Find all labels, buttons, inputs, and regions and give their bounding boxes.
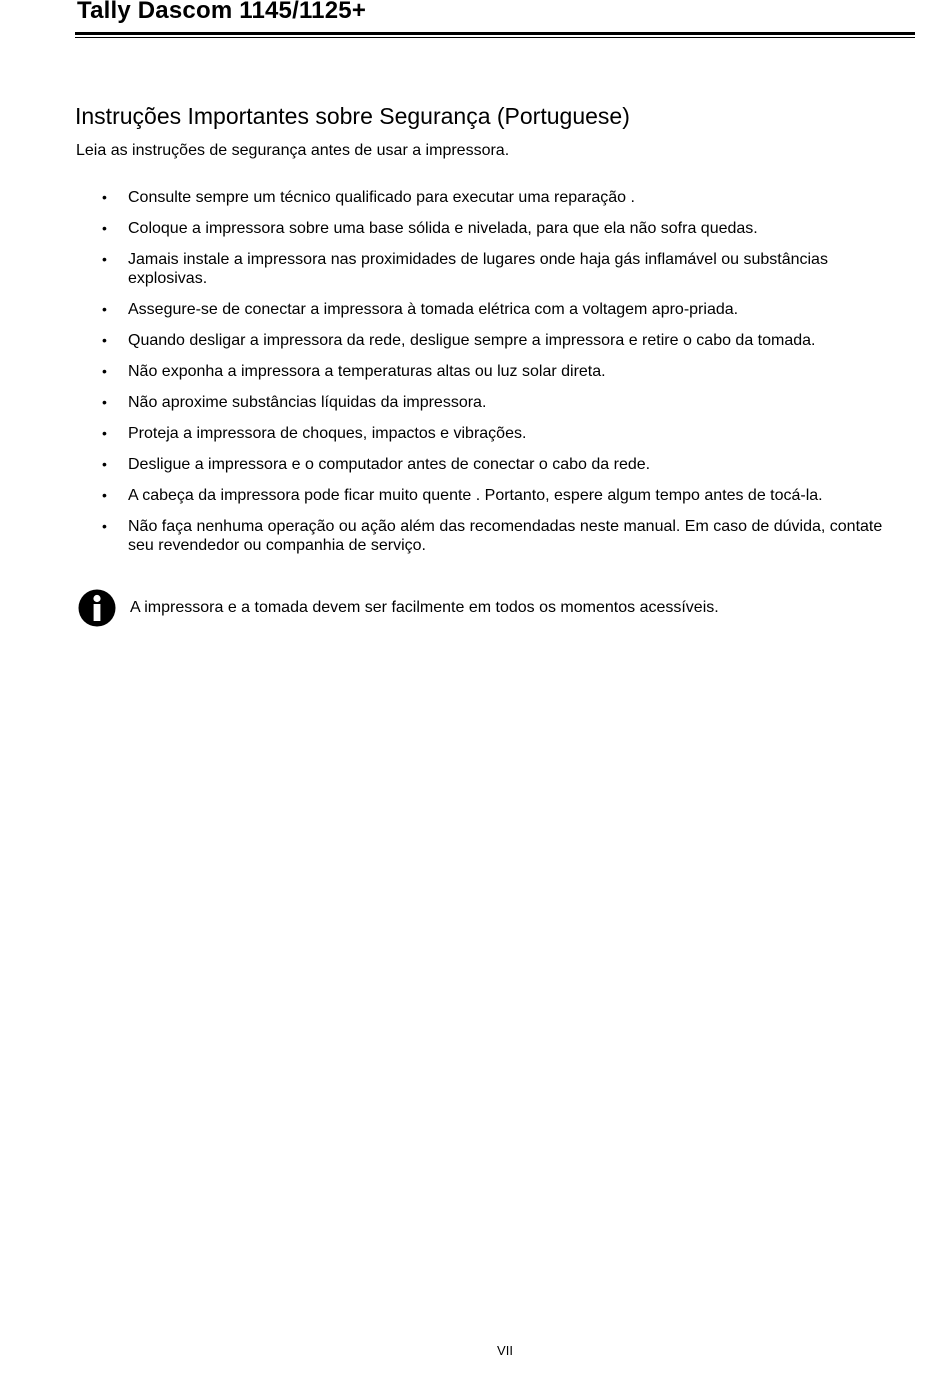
- bullet-icon: •: [102, 189, 107, 205]
- list-item: [98, 455, 898, 474]
- list-item: [98, 219, 898, 238]
- page-number: VII: [497, 1343, 513, 1358]
- list-item: [98, 300, 898, 319]
- list-item: [98, 517, 898, 555]
- list-item-text: Desligue a impressora e o computador antes de conectar o cabo da rede.: [128, 456, 651, 473]
- list-item-text: A cabeça da impressora pode ficar muito quente . Portanto, espere algum tempo antes de tocá-la.: [128, 487, 823, 504]
- bullet-icon: •: [102, 363, 107, 379]
- list-item-text: Não exponha a impressora a temperaturas altas ou luz solar direta.: [128, 363, 606, 380]
- info-note: [78, 589, 878, 629]
- safety-instructions-list: [98, 188, 898, 567]
- list-item-text: Assegure-se de conectar a impressora à tomada elétrica com a voltagem apro-priada.: [128, 301, 739, 318]
- section-title: Instruções Importantes sobre Segurança (Portuguese): [75, 103, 630, 130]
- bullet-icon: •: [102, 425, 107, 441]
- bullet-icon: •: [102, 251, 107, 267]
- bullet-icon: •: [102, 394, 107, 410]
- list-item: [98, 331, 898, 350]
- header-divider-thick: [75, 32, 915, 35]
- bullet-icon: •: [102, 518, 107, 534]
- bullet-icon: •: [102, 220, 107, 236]
- bullet-icon: •: [102, 456, 107, 472]
- bullet-icon: •: [102, 332, 107, 348]
- bullet-icon: •: [102, 301, 107, 317]
- list-item: [98, 424, 898, 443]
- document-header-title: Tally Dascom 1145/1125+: [77, 0, 367, 24]
- list-item: [98, 362, 898, 381]
- list-item: [98, 188, 898, 207]
- list-item-text: Coloque a impressora sobre uma base sólida e nivelada, para que ela não sofra quedas.: [128, 220, 758, 237]
- header-divider-thin: [75, 37, 915, 38]
- list-item-text: Quando desligar a impressora da rede, desligue sempre a impressora e retire o cabo da tomada.: [128, 332, 816, 349]
- list-item-text: Proteja a impressora de choques, impactos e vibrações.: [128, 425, 527, 442]
- list-item: [98, 393, 898, 412]
- list-item: [98, 486, 898, 505]
- list-item-text: Jamais instale a impressora nas proximidades de lugares onde haja gás inflamável ou substâncias explosivas.: [128, 251, 828, 287]
- section-intro: Leia as instruções de segurança antes de usar a impressora.: [76, 142, 510, 159]
- bullet-icon: •: [102, 487, 107, 503]
- list-item-text: Consulte sempre um técnico qualificado para executar uma reparação .: [128, 189, 635, 206]
- list-item-text: Não aproxime substâncias líquidas da impressora.: [128, 394, 487, 411]
- info-note-text: A impressora e a tomada devem ser facilmente em todos os momentos acessíveis.: [130, 599, 719, 616]
- info-icon: [78, 589, 116, 627]
- list-item: [98, 250, 898, 288]
- list-item-text: Não faça nenhuma operação ou ação além das recomendadas neste manual. Em caso de dúvida, contate seu revendedor ou companhia de serviço.: [128, 518, 883, 554]
